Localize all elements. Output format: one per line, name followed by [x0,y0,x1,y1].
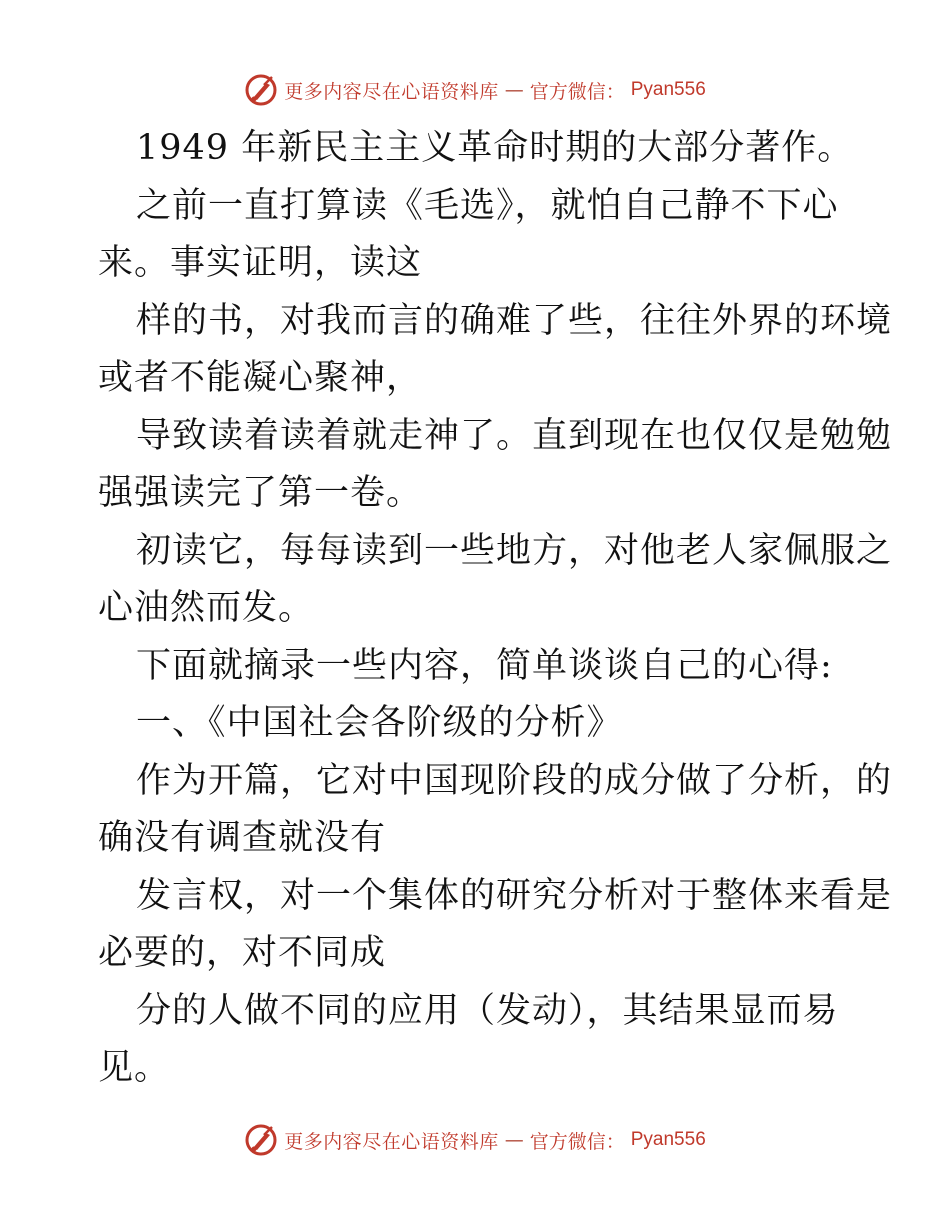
header-site-text: 更多内容尽在心语资料库 [284,80,499,103]
paragraph-line: 来。事实证明，读这 [98,243,423,283]
paragraph-line: 下面就摘录一些内容，简单谈谈自己的心得: [136,645,833,686]
footer-wechat-label: 官方微信： [529,1130,625,1153]
paragraph-line: 样的书，对我而言的确难了些，往往外界的环境 [136,300,893,341]
paragraph-line: 1949 年新民主主义革命时期的大部分著作。 [136,128,854,168]
paragraph-line: 确没有调查就没有 [98,818,387,858]
header-wechat-label: 官方微信： [529,80,625,103]
paragraph-line: 强强读完了第一卷。 [98,473,423,513]
footer-banner [0,1120,950,1160]
quill-logo-icon [244,1123,278,1157]
paragraph-line: 分的人做不同的应用（发动），其结果显而易 [136,990,839,1031]
section-heading: 一、《中国社会各阶级的分析》 [136,703,623,743]
header-banner [0,70,950,110]
paragraph-line: 见。 [98,1048,171,1088]
footer-dash: — [504,1129,524,1151]
document-body [98,120,893,1098]
header-dash: — [504,79,524,101]
paragraph-line: 导致读着读着就走神了。直到现在也仅仅是勉勉 [136,415,893,456]
footer-wechat-id: Pyan556 [630,1129,706,1150]
header-wechat-id: Pyan556 [630,79,706,100]
paragraph-line: 或者不能凝心聚神， [98,358,423,398]
quill-logo-icon [244,73,278,107]
paragraph-line: 作为开篇，它对中国现阶段的成分做了分析，的 [136,760,893,801]
paragraph-line: 心油然而发。 [98,588,315,628]
paragraph-line: 之前一直打算读《毛选》，就怕自己静不下心 [136,185,839,226]
paragraph-line: 必要的，对不同成 [98,933,387,973]
paragraph-line: 初读它，每每读到一些地方，对他老人家佩服之 [136,530,893,571]
paragraph-line: 发言权，对一个集体的研究分析对于整体来看是 [136,875,893,916]
footer-site-text: 更多内容尽在心语资料库 [284,1130,499,1153]
